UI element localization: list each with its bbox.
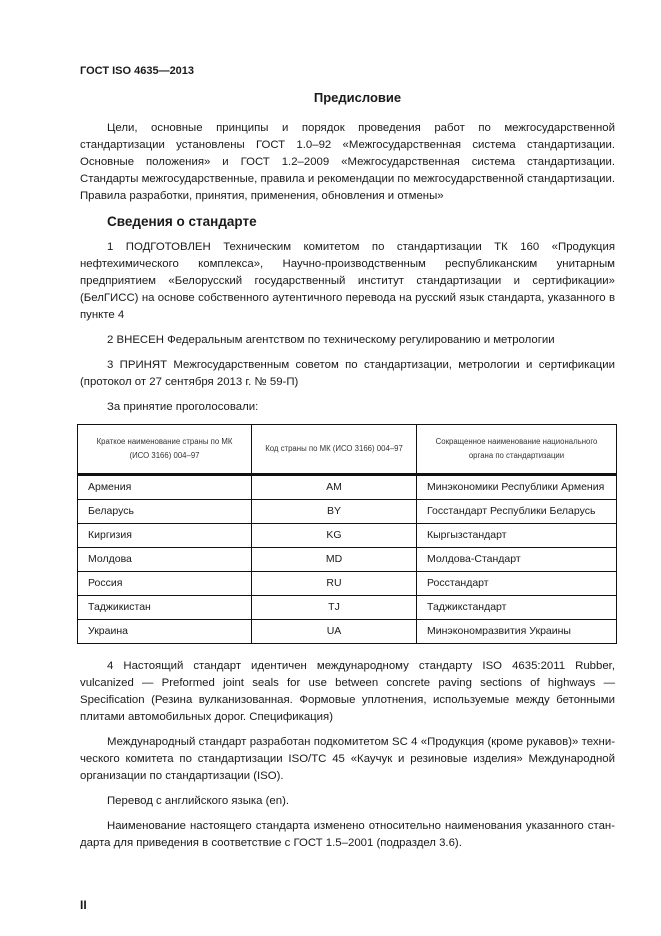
document-code: ГОСТ ISO 4635—2013 (80, 65, 195, 77)
voted-label: За принятие проголосовали: (107, 401, 259, 413)
cell-code: TJ (252, 596, 417, 620)
page-title: Предисловие (313, 90, 402, 105)
header-body: Сокращенное наименование национального органа по стандартизации (417, 425, 617, 475)
cell-country: Молдова (78, 548, 252, 572)
table-row (78, 475, 617, 500)
cell-standards-body: Госстандарт Республики Беларусь (417, 500, 617, 524)
iso-origin-paragraph: Международный стандарт разработан подкомитетом SC 4 «Продукция (кроме рукавов)» технического комитета по стандартизации ISO/TC 45 «Каучук и резиновые изделия» Международной организации по стандартизации (ISO). (80, 736, 615, 782)
cell-code: BY (252, 500, 417, 524)
table-row (78, 596, 617, 620)
cell-country: Таджикистан (78, 596, 252, 620)
item-2: 2 ВНЕСЕН Федеральным агентством по техническому регулированию и метрологии (107, 334, 555, 346)
cell-standards-body: Минэкономики Республики Армения (417, 475, 617, 500)
cell-code: KG (252, 524, 417, 548)
cell-standards-body: Таджикстандарт (417, 596, 617, 620)
cell-country: Киргизия (78, 524, 252, 548)
table-row (78, 500, 617, 524)
name-change-paragraph: Наименование настоящего стандарта изменено относительно наименования указанного стандарта для приведения в соответствие с ГОСТ 1.5–2001 (подраздел 3.6). (80, 820, 615, 849)
item-4: 4 Настоящий стандарт идентичен международному стандарту ISO 4635:2011 Rubber, vulcanized — Preformed joint seals for use between concrete paving sections of highways — Specification (Резина вулканизованная. Формовые уплотнения, используемые между бетонными плитами автомобильных дорог. Спецификация) (80, 660, 615, 723)
cell-standards-body: Молдова-Стандарт (417, 548, 617, 572)
cell-code: UA (252, 620, 417, 644)
table-row (78, 548, 617, 572)
cell-code: MD (252, 548, 417, 572)
page-number: II (80, 898, 87, 912)
table-row (78, 620, 617, 644)
cell-code: AM (252, 475, 417, 500)
section-title: Сведения о стандарте (107, 214, 257, 229)
item-3: 3 ПРИНЯТ Межгосударственным советом по стандартизации, метрологии и сертификации (протокол от 27 сентября 2013 г. № 59-П) (80, 359, 615, 388)
table-row (78, 572, 617, 596)
cell-country: Украина (78, 620, 252, 644)
table-row (78, 524, 617, 548)
cell-code: RU (252, 572, 417, 596)
cell-standards-body: Кыргызстандарт (417, 524, 617, 548)
header-code: Код страны по МК (ИСО 3166) 004–97 (252, 425, 417, 475)
intro-paragraph: Цели, основные принципы и порядок проведения работ по межгосударственной стандартизации установлены ГОСТ 1.0–92 «Межгосударственная система стандартизации. Основные положения» и ГОСТ 1.2–2009 «Межгосударственная система стандартизации. Стандарты межгосударственные, правила и рекомендации по межгосударственной стандартизации. Правила разработки, принятия, применения, обновления и отмены» (80, 122, 615, 202)
cell-country: Беларусь (78, 500, 252, 524)
page-content (80, 0, 615, 932)
cell-country: Россия (78, 572, 252, 596)
translation-paragraph: Перевод с английского языка (en). (107, 795, 290, 807)
cell-country: Армения (78, 475, 252, 500)
table-header-row (78, 425, 617, 475)
cell-standards-body: Минэкономразвития Украины (417, 620, 617, 644)
item-1: 1 ПОДГОТОВЛЕН Техническим комитетом по стандартизации ТК 160 «Продукция нефтехимического комплекса», Научно-производственным республиканским унитарным предприятием «Белорусский государственный институт стандартизации и сертификации» (БелГИСС) на основе собственного аутентичного перевода на русский язык стандарта, указанного в пункте 4 (80, 241, 615, 321)
voting-table (77, 424, 617, 644)
cell-standards-body: Росстандарт (417, 572, 617, 596)
header-country: Краткое наименование страны по МК (ИСО 3166) 004–97 (78, 425, 252, 475)
